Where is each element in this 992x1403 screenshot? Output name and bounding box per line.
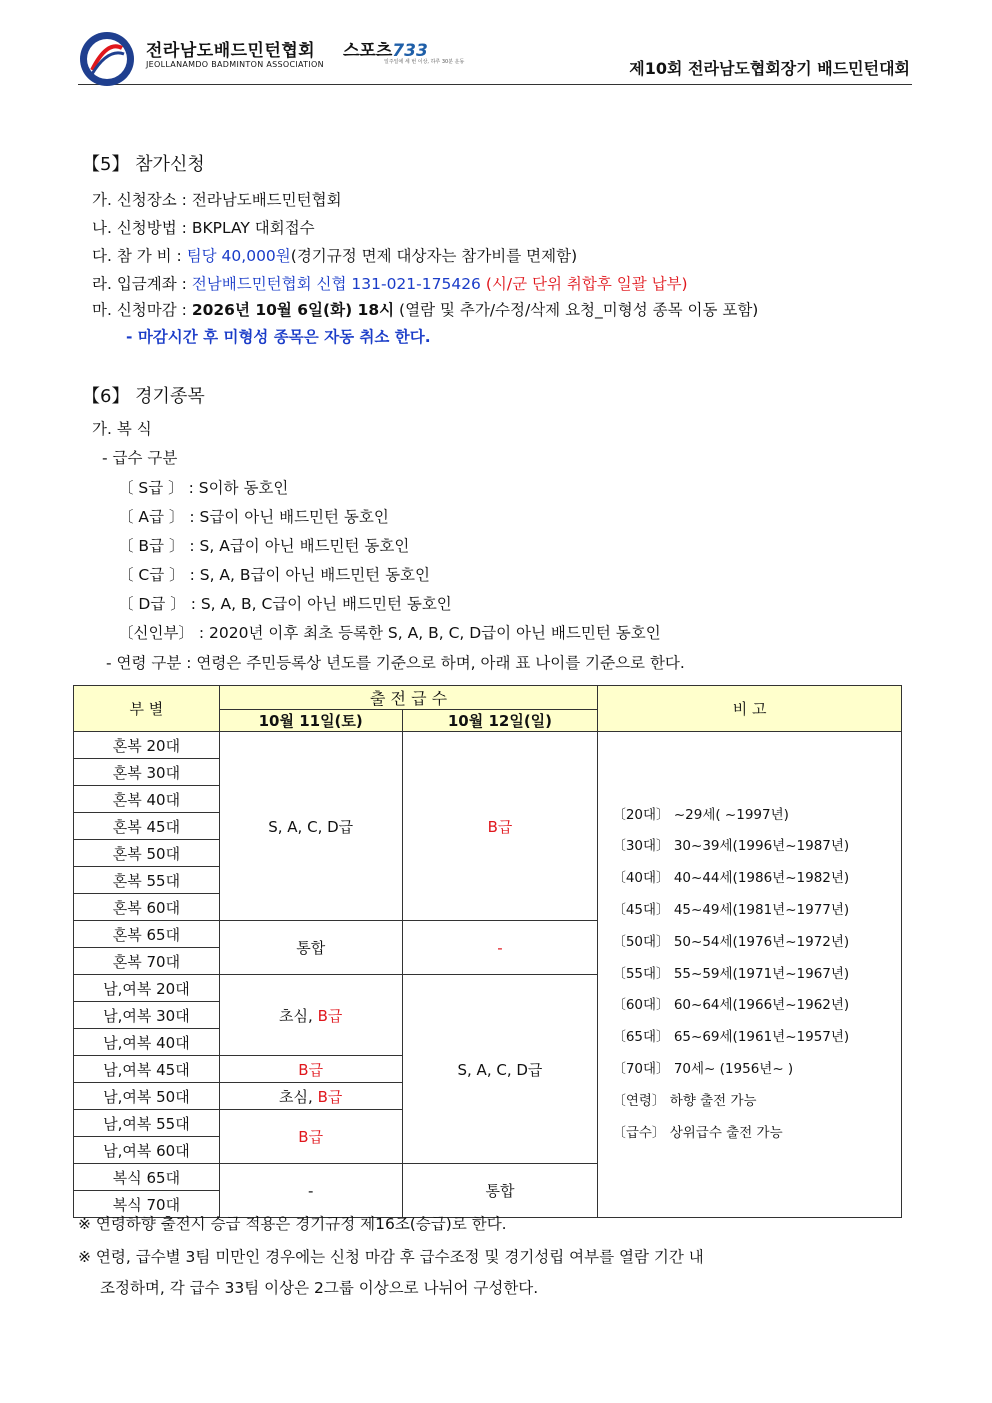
deadline-value: 2026년 10월 6일(화) 18시 bbox=[191, 301, 395, 319]
header-division: 부 별 bbox=[74, 686, 220, 732]
header-day1: 10월 11일(토) bbox=[219, 710, 402, 732]
account-value: 전남배드민턴협회 신협 131-021-175426 bbox=[191, 275, 481, 293]
table-row-label: 혼복 55대 bbox=[74, 867, 220, 894]
deadline-warning: - 마감시간 후 미형성 종목은 자동 취소 한다. bbox=[126, 328, 431, 346]
mixed-day2-grades: B급 bbox=[402, 732, 598, 921]
beginner-label: 초심, bbox=[279, 1087, 318, 1106]
doubles-senior-day1: - bbox=[219, 1164, 402, 1218]
grade-c: 〔 C급 〕 : S, A, B급이 아닌 배드민턴 동호인 bbox=[118, 566, 430, 584]
beginner-label: 초심, bbox=[279, 1006, 318, 1025]
sports-number: 733 bbox=[392, 41, 428, 61]
note-line: 〔55대〕 55~59세(1971년~1967년) bbox=[612, 965, 850, 982]
note-line: 〔70대〕 70세~ (1956년~ ) bbox=[612, 1060, 794, 1077]
table-row-label: 혼복 60대 bbox=[74, 894, 220, 921]
deadline-label: 마. 신청마감 : bbox=[92, 301, 187, 319]
account-line bbox=[92, 272, 688, 294]
mixed-day1-grades: S, A, C, D급 bbox=[219, 732, 402, 921]
header-note: 비 고 bbox=[598, 686, 902, 732]
method-value: BKPLAY 대회접수 bbox=[191, 219, 315, 237]
table-row-label: 복식 65대 bbox=[74, 1164, 220, 1191]
md-45-day1: B급 bbox=[219, 1056, 402, 1083]
place-label: 가. 신청장소 : bbox=[92, 191, 187, 209]
note-line: 〔40대〕 40~44세(1986년~1982년) bbox=[612, 870, 850, 887]
age-heading: - 연령 구분 : 연령은 주민등록상 년도를 기준으로 하며, 아래 표 나이를 기준으로 한다. bbox=[106, 654, 685, 672]
grade-a: 〔 A급 〕 : S급이 아닌 배드민턴 동호인 bbox=[118, 508, 389, 526]
grade-s: 〔 S급 〕 : S이하 동호인 bbox=[118, 479, 289, 497]
age-notes bbox=[598, 732, 902, 1218]
method-label: 나. 신청방법 : bbox=[92, 219, 187, 237]
deadline-note: (열람 및 추가/수정/삭제 요청_미형성 종목 이동 포함) bbox=[399, 301, 759, 319]
footnote-adjustment-cont: 조정하며, 각 급수 33팀 이상은 2그룹 이상으로 나뉘어 구성한다. bbox=[100, 1279, 539, 1297]
table-row-label: 혼복 50대 bbox=[74, 840, 220, 867]
note-line: 〔30대〕 30~39세(1996년~1987년) bbox=[612, 838, 850, 855]
mixed-senior-day1: 통합 bbox=[219, 921, 402, 975]
sports-label: 스포츠 bbox=[343, 41, 393, 61]
table-row-label: 혼복 30대 bbox=[74, 759, 220, 786]
document-title: 제10회 전라남도협회장기 배드민턴대회 bbox=[629, 59, 910, 78]
account-label: 라. 입금계좌 : bbox=[92, 275, 187, 293]
md-55-60-day1: B급 bbox=[219, 1110, 402, 1164]
grade-d: 〔 D급 〕 : S, A, B, C급이 아닌 배드민턴 동호인 bbox=[118, 595, 452, 613]
account-note: (시/군 단위 취합후 일괄 납부) bbox=[485, 275, 688, 293]
table-row-label: 남,여복 45대 bbox=[74, 1056, 220, 1083]
table-row-label: 복식 70대 bbox=[74, 1191, 220, 1218]
grade-b: 〔 B급 〕 : S, A급이 아닌 배드민턴 동호인 bbox=[118, 537, 410, 555]
doubles-senior-day2: 통합 bbox=[402, 1164, 598, 1218]
grade-heading: - 급수 구분 bbox=[102, 449, 178, 467]
grade-rookie: 〔신인부〕 : 2020년 이후 최초 등록한 S, A, B, C, D급이 아닌 배드민턴 동호인 bbox=[118, 624, 661, 642]
note-line: 〔급수〕 상위급수 출전 가능 bbox=[612, 1124, 783, 1141]
org-name-english: JEOLLANAMDO BADMINTON ASSOCIATION bbox=[146, 60, 324, 69]
table-row-label: 혼복 70대 bbox=[74, 948, 220, 975]
doubles-heading: 가. 복 식 bbox=[92, 420, 152, 438]
table-row-label: 남,여복 60대 bbox=[74, 1137, 220, 1164]
page-header bbox=[78, 28, 912, 85]
md-day2-grades: S, A, C, D급 bbox=[402, 975, 598, 1164]
fee-label: 다. 참 가 비 : bbox=[92, 247, 182, 265]
place-value: 전라남도배드민턴협회 bbox=[191, 191, 342, 209]
section-6-title: 【6】 경기종목 bbox=[82, 386, 205, 407]
association-logo bbox=[78, 30, 136, 88]
sports733-slogan: 일주일에 세 번 이상, 하루 30분 운동 bbox=[384, 59, 465, 65]
fee-line bbox=[92, 244, 577, 266]
table-row-label: 남,여복 20대 bbox=[74, 975, 220, 1002]
table-row-label: 혼복 40대 bbox=[74, 786, 220, 813]
table-row-label: 혼복 65대 bbox=[74, 921, 220, 948]
footnote-adjustment: ※ 연령, 급수별 3팀 미만인 경우에는 신청 마감 후 급수조정 및 경기성립 여부를 열람 기간 내 bbox=[78, 1248, 704, 1266]
md-50-day1 bbox=[219, 1083, 402, 1110]
method-line bbox=[92, 216, 315, 238]
note-line: 〔65대〕 65~69세(1961년~1957년) bbox=[612, 1029, 850, 1046]
table-row-label: 혼복 45대 bbox=[74, 813, 220, 840]
header-grade: 출 전 급 수 bbox=[219, 686, 598, 710]
b-grade-label: B급 bbox=[317, 1087, 343, 1106]
table-row-label: 혼복 20대 bbox=[74, 732, 220, 759]
table-row-label: 남,여복 55대 bbox=[74, 1110, 220, 1137]
section-5-title: 【5】 참가신청 bbox=[82, 154, 205, 175]
footnote-promotion: ※ 연령하향 출전시 승급 적용은 경기규정 제16조(승급)로 한다. bbox=[78, 1215, 507, 1233]
fee-value: 팀당 40,000원 bbox=[186, 247, 291, 265]
table-row-label: 남,여복 50대 bbox=[74, 1083, 220, 1110]
fee-note: (경기규정 면제 대상자는 참가비를 면제함) bbox=[290, 247, 578, 265]
note-line: 〔연령〕 하향 출전 가능 bbox=[612, 1092, 757, 1109]
md-20-40-day1 bbox=[219, 975, 402, 1056]
note-line: 〔60대〕 60~64세(1966년~1962년) bbox=[612, 997, 850, 1014]
org-name-korean: 전라남도배드민턴협회 bbox=[146, 41, 316, 61]
table-row-label: 남,여복 30대 bbox=[74, 1002, 220, 1029]
deadline-line bbox=[92, 298, 758, 320]
table-row-label: 남,여복 40대 bbox=[74, 1029, 220, 1056]
note-line: 〔45대〕 45~49세(1981년~1977년) bbox=[612, 902, 850, 918]
header-day2: 10월 12일(일) bbox=[402, 710, 598, 732]
b-grade-label: B급 bbox=[317, 1006, 343, 1025]
place-line bbox=[92, 188, 342, 210]
events-table bbox=[73, 685, 902, 1218]
mixed-senior-day2: - bbox=[402, 921, 598, 975]
note-line: 〔50대〕 50~54세(1976년~1972년) bbox=[612, 933, 850, 950]
note-line: 〔20대〕 ~29세( ~1997년) bbox=[612, 806, 789, 823]
